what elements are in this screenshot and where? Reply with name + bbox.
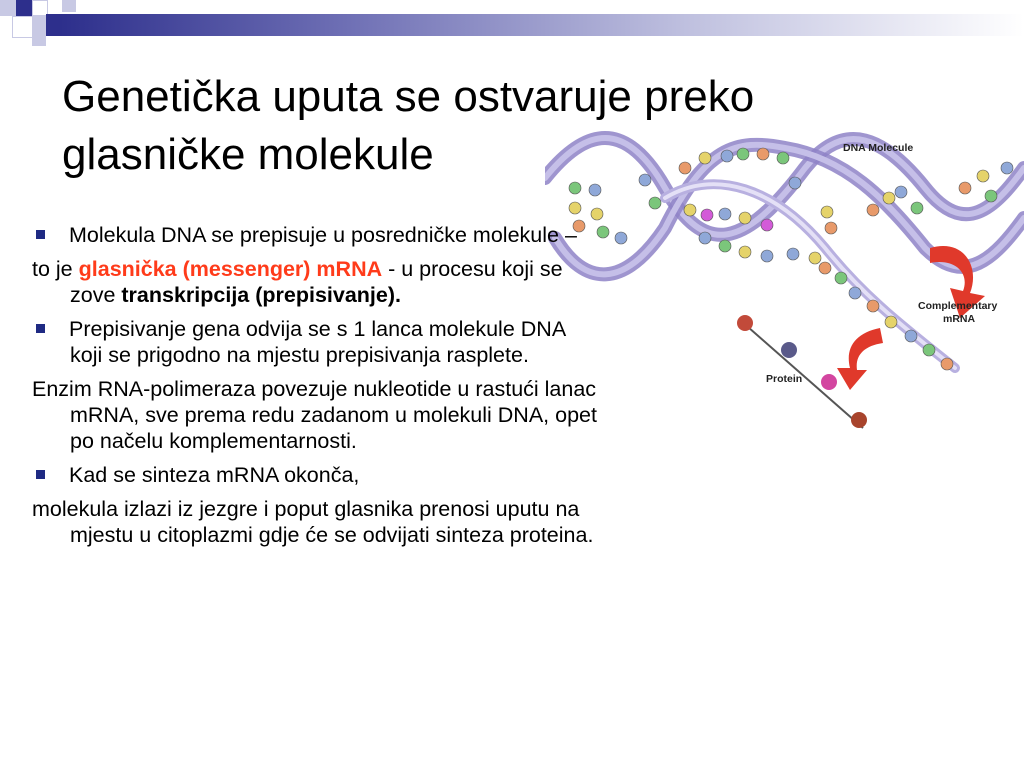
title-line-1: Genetička uputa se ostvaruje preko (62, 72, 755, 121)
paragraph-6-text: molekula izlazi iz jezgre i poput glasnika prenosi uputu na mjestu u citoplazmi gdje će se odvijati sinteza proteina. (32, 497, 594, 547)
paragraph-2-mid: - u procesu koji se zove (70, 257, 563, 307)
transcription-term: transkripcija (prepisivanje). (121, 283, 401, 307)
header-decoration (0, 0, 1024, 44)
protein-bead (737, 315, 753, 331)
bullet-square-icon (36, 230, 45, 239)
protein-label: Protein (766, 373, 803, 385)
header-gradient-bar (60, 14, 1024, 36)
decor-square (32, 32, 46, 46)
arrow-to-protein-icon (837, 328, 883, 390)
title-line-2: glasničke molekule (62, 130, 434, 179)
decor-square (0, 0, 16, 16)
bullet-square-icon (36, 324, 45, 333)
bullet-paragraph-5 (32, 462, 602, 488)
slide-body (32, 222, 602, 556)
protein-bead (781, 342, 797, 358)
complementary-mrna-label-1: Complementary (918, 300, 998, 312)
paragraph-5-text: Kad se sinteza mRNA okonča, (69, 463, 360, 487)
dna-molecule-label: DNA Molecule (843, 142, 914, 154)
paragraph-4 (32, 376, 602, 454)
protein-bead (821, 374, 837, 390)
paragraph-2 (32, 256, 602, 308)
bullet-square-icon (36, 470, 45, 479)
paragraph-1-text: Molekula DNA se prepisuje u posredničke molekule – (69, 223, 577, 247)
bullet-paragraph-1 (32, 222, 602, 248)
paragraph-6 (32, 496, 602, 548)
mrna-highlight: glasnička (messenger) mRNA (78, 257, 383, 281)
decor-square (16, 0, 32, 16)
decor-square (62, 0, 76, 12)
dna-transcription-illustration (545, 128, 1024, 438)
protein-bead (851, 412, 867, 428)
bullet-paragraph-3 (32, 316, 602, 368)
complementary-mrna-label-2: mRNA (943, 313, 976, 325)
decor-square (12, 16, 34, 38)
paragraph-4-text: Enzim RNA-polimeraza povezuje nukleotide u rastući lanac mRNA, sve prema redu zadanom u molekuli DNA, opet po načelu komplementarnosti. (32, 377, 597, 453)
dna-illustration-svg (545, 128, 1024, 438)
paragraph-2-pre: to je (32, 257, 79, 281)
decor-square (46, 14, 62, 36)
paragraph-3-text: Prepisivanje gena odvija se s 1 lanca molekule DNA koji se prigodno na mjestu prepisivanja rasplete. (69, 317, 565, 367)
